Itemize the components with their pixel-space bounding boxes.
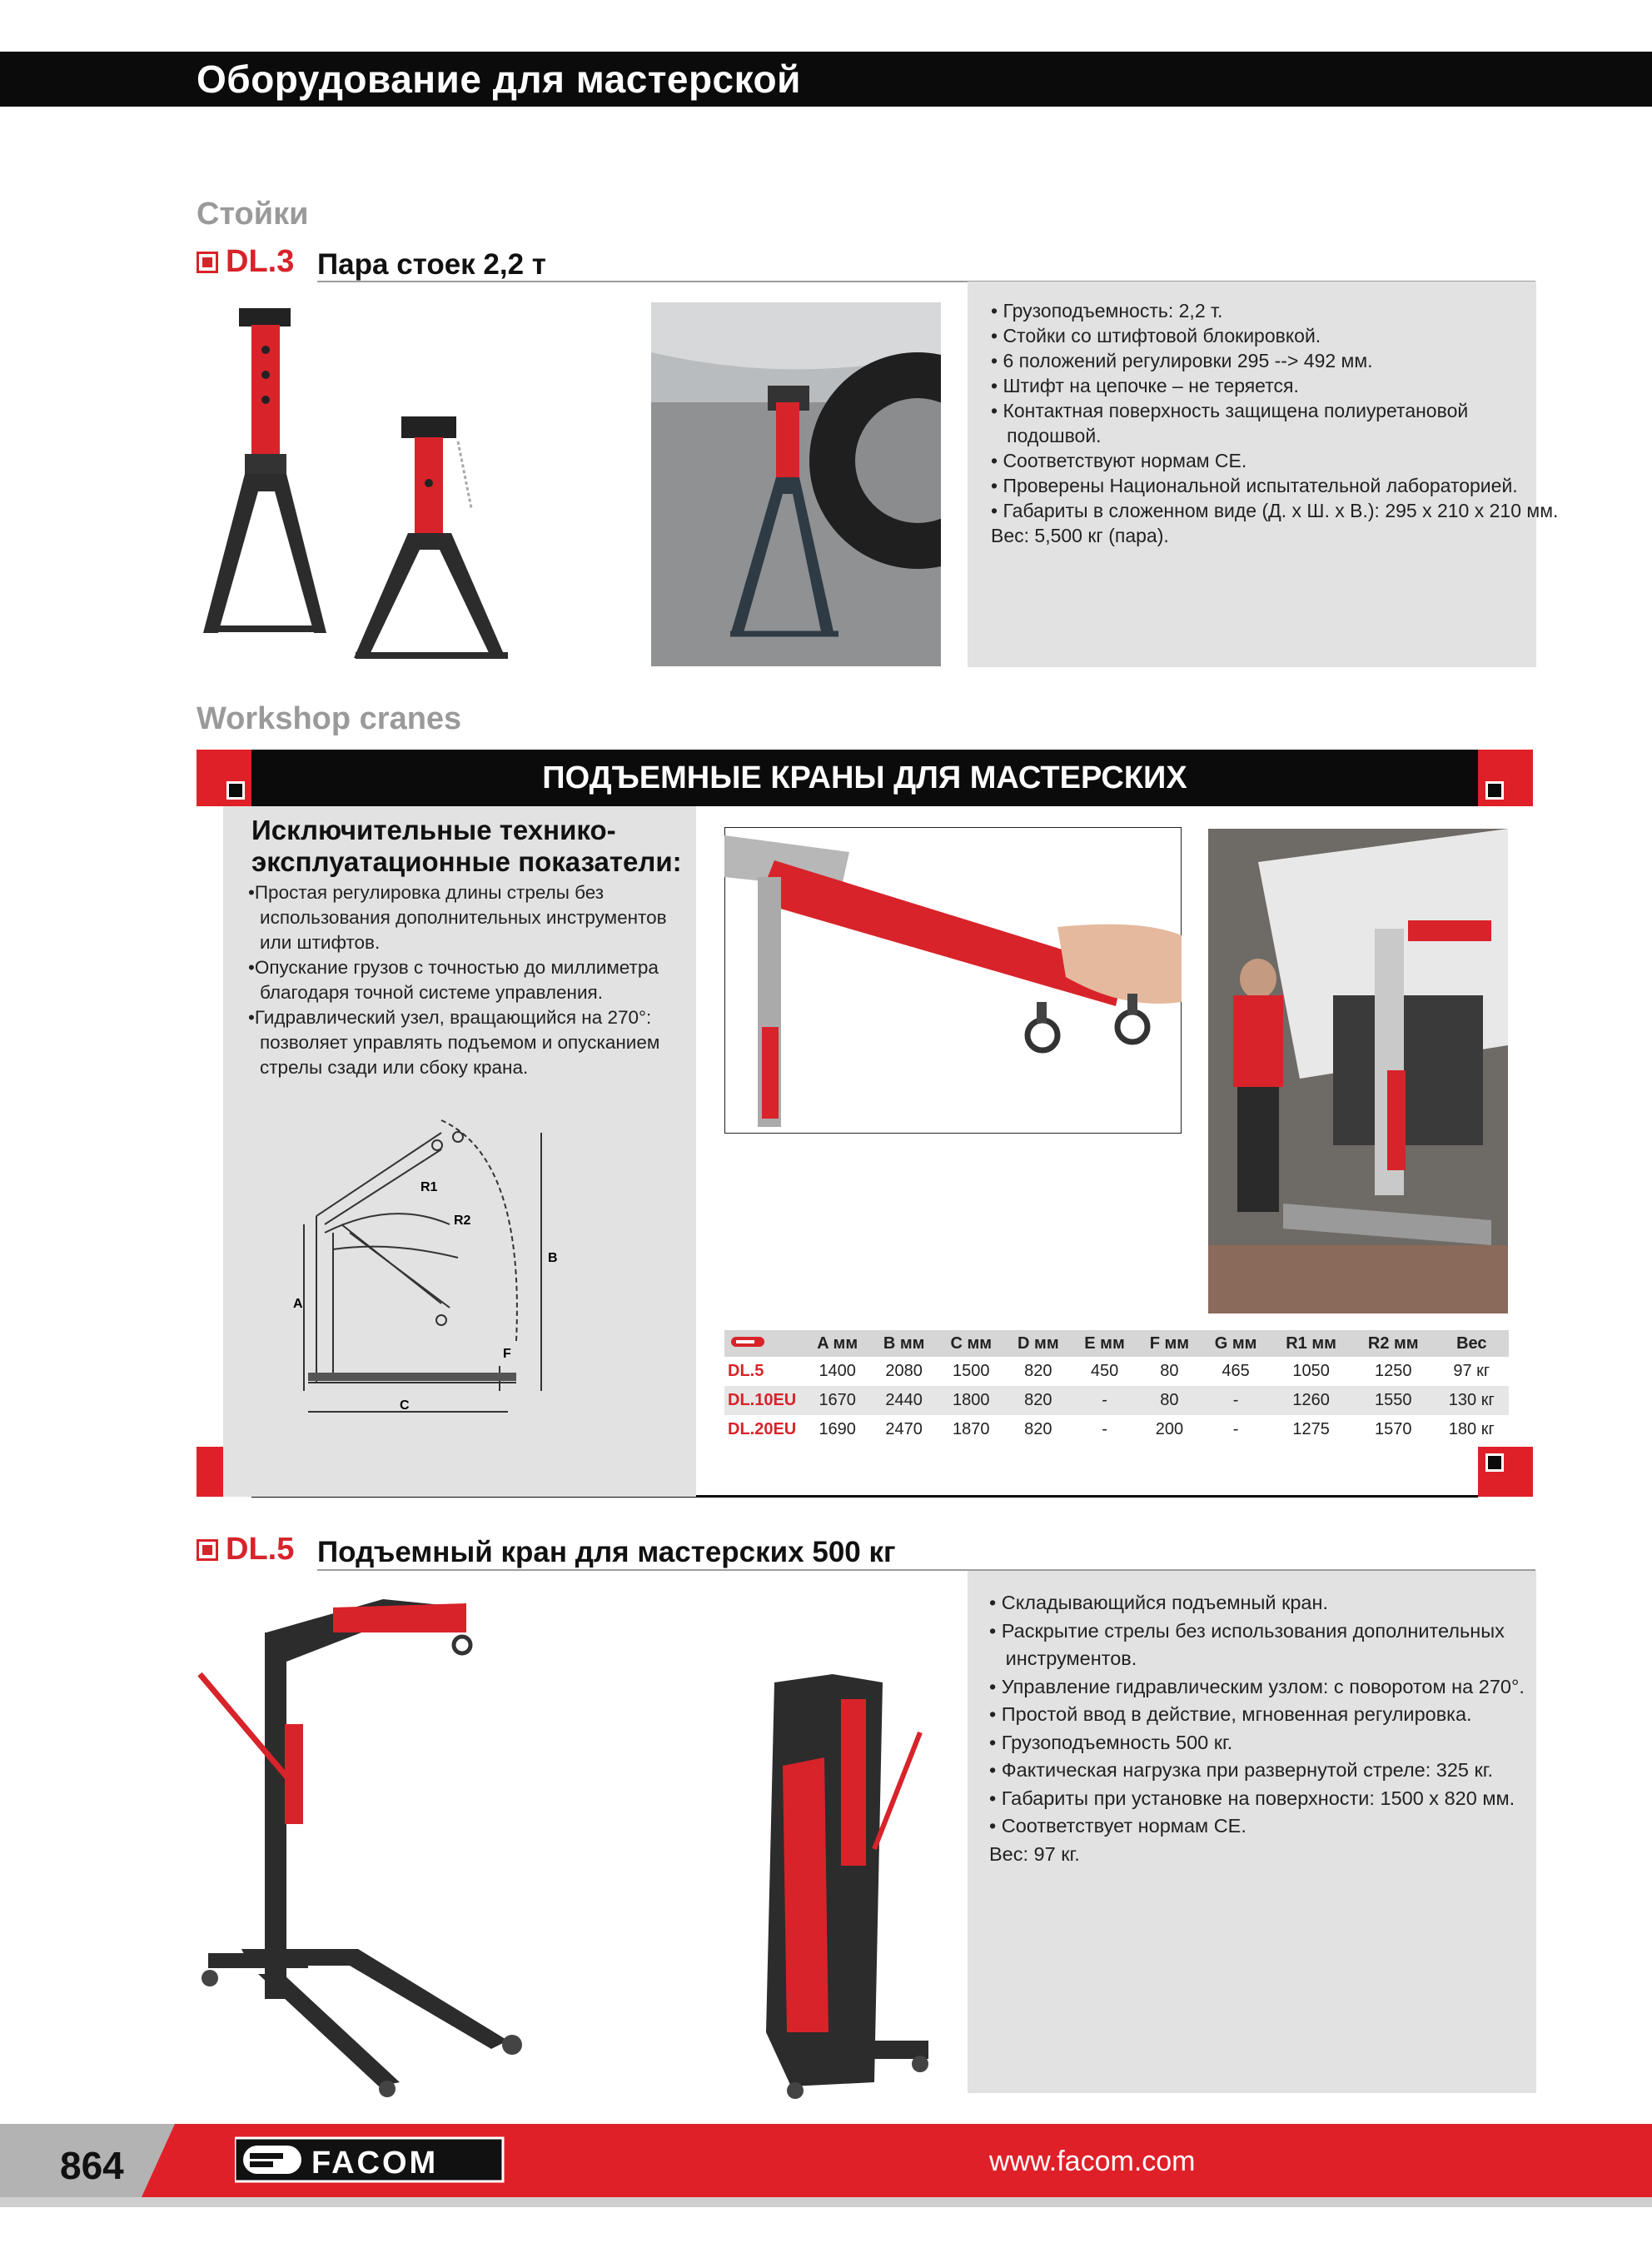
table-cell: 2470 xyxy=(885,1420,923,1438)
crane-boom-photo xyxy=(724,827,1182,1134)
table-cell: 1690 xyxy=(819,1420,856,1438)
product-code: DL.5 xyxy=(226,1532,295,1567)
table-cell: - xyxy=(1102,1420,1107,1438)
footer-underline xyxy=(0,2197,1652,2207)
table-row xyxy=(724,1386,1509,1415)
facom-logo xyxy=(235,2136,510,2186)
table-cell: 450 xyxy=(1090,1362,1119,1380)
product-title: Пара стоек 2,2 т xyxy=(317,248,546,281)
feature-item: • 6 положений регулировки 295 --> 492 мм. xyxy=(991,350,1373,371)
feature-item: • Простой ввод в действие, мгновенная регулировка. xyxy=(989,1703,1472,1725)
table-cell-code: DL.20EU xyxy=(728,1420,797,1438)
table-cell-code: DL.10EU xyxy=(724,1386,804,1415)
feature-item: • Фактическая нагрузка при развернутой стреле: 325 кг. xyxy=(989,1759,1494,1781)
table-cell: 1670 xyxy=(804,1386,870,1415)
table-cell: 1050 xyxy=(1292,1362,1330,1380)
jack-stand-in-use-photo xyxy=(651,302,941,666)
crane-features-heading: Исключительные технико-эксплуатационные показатели: xyxy=(251,815,682,877)
table-cell: 80 xyxy=(1160,1362,1179,1380)
brand-name: FACOM xyxy=(311,2146,439,2181)
table-cell: 1550 xyxy=(1352,1386,1435,1415)
table-cell: - xyxy=(1232,1420,1239,1438)
feature-item: • Управление гидравлическим узлом: с поворотом на 270°. xyxy=(989,1675,1525,1697)
table-cell: 1275 xyxy=(1292,1420,1330,1438)
feature-item: • Габариты при установке на поверхности: 1500 x 820 мм. xyxy=(989,1787,1515,1809)
table-cell: 1570 xyxy=(1375,1420,1412,1438)
product-marker-icon xyxy=(197,1539,218,1561)
crane-spec-table xyxy=(724,1330,1509,1444)
table-cell: 1800 xyxy=(938,1386,1005,1415)
corner-decoration xyxy=(197,750,251,806)
crane-workshop-photo xyxy=(1208,829,1508,1313)
feature-item: • Соответствует нормам CE. xyxy=(989,1815,1246,1837)
table-cell: 1260 xyxy=(1270,1386,1352,1415)
page-number: 864 xyxy=(60,2144,124,2187)
facom-mini-logo-icon xyxy=(731,1335,764,1348)
feature-item: • Контактная поверхность защищена полиуретановой xyxy=(991,400,1469,421)
feature-item: • Проверены Национальной испытательной лабораторией. xyxy=(991,475,1518,496)
dim-label: C xyxy=(400,1398,410,1413)
feature-item: •Простая регулировка длины стрелы без использования дополнительных инструментов или штифтов. xyxy=(248,882,667,953)
crane-dimension-diagram xyxy=(275,1108,591,1424)
weight-text: Вес: 5,500 кг (пара). xyxy=(991,525,1169,546)
section-title-cranes: Workshop cranes xyxy=(197,701,462,736)
feature-item: •Гидравлический узел, вращающийся на 270°: позволяет управлять подъемом и опусканием стрелы сзади или сбоку крана. xyxy=(248,1007,660,1078)
feature-item: • Складывающийся подъемный кран. xyxy=(989,1592,1329,1613)
crane-deployed-image xyxy=(192,1583,575,2099)
table-header: C мм xyxy=(938,1330,1005,1357)
crane500-feature-list xyxy=(989,1589,1525,1868)
table-header: R1 мм xyxy=(1270,1330,1352,1357)
table-header-row xyxy=(724,1330,1509,1357)
page-title: Оборудование для мастерской xyxy=(197,57,801,101)
table-cell: 200 xyxy=(1155,1420,1184,1438)
feature-item: подошвой. xyxy=(991,425,1102,446)
table-cell: - xyxy=(1202,1386,1270,1415)
table-row xyxy=(724,1357,1509,1386)
table-header: E мм xyxy=(1072,1330,1137,1357)
corner-decoration xyxy=(1478,750,1533,806)
feature-item: • Грузоподъемность: 2,2 т. xyxy=(991,300,1223,321)
table-cell: 1250 xyxy=(1375,1362,1412,1380)
table-cell: 1870 xyxy=(953,1420,990,1438)
table-header: F мм xyxy=(1137,1330,1202,1357)
product-marker-icon xyxy=(197,252,218,273)
crane-feature-list xyxy=(248,880,681,1080)
dim-label: R2 xyxy=(454,1214,471,1228)
table-header: B мм xyxy=(870,1330,938,1357)
table-cell: 130 кг xyxy=(1435,1386,1509,1415)
table-cell: 2440 xyxy=(870,1386,938,1415)
crane-folded-image xyxy=(749,1666,949,2107)
stands-feature-list xyxy=(991,298,1558,548)
table-cell: 1500 xyxy=(953,1362,990,1380)
dim-label: R1 xyxy=(420,1180,438,1194)
product-title: Подъемный кран для мастерских 500 кг xyxy=(317,1536,896,1568)
table-cell-code: DL.5 xyxy=(728,1362,764,1380)
feature-item: • Стойки со штифтовой блокировкой. xyxy=(991,325,1321,346)
dim-label: A xyxy=(293,1297,303,1311)
feature-item: инструментов. xyxy=(989,1647,1137,1669)
jack-stands-image xyxy=(193,300,526,666)
table-cell: 820 xyxy=(1005,1386,1072,1415)
table-cell: 97 кг xyxy=(1453,1362,1490,1380)
feature-item: • Грузоподъемность 500 кг. xyxy=(989,1731,1233,1753)
table-row xyxy=(724,1415,1509,1444)
feature-item: • Габариты в сложенном виде (Д. x Ш. x В.): 295 x 210 x 210 мм. xyxy=(991,500,1559,521)
feature-item: • Раскрытие стрелы без использования дополнительных xyxy=(989,1619,1505,1642)
corner-decoration xyxy=(1478,1447,1533,1497)
feature-item: • Штифт на цепочке – не теряется. xyxy=(991,375,1299,396)
table-header: Вес xyxy=(1435,1330,1509,1357)
weight-text: Вес: 97 кг. xyxy=(989,1842,1080,1865)
table-cell: 820 xyxy=(1024,1420,1052,1438)
table-header: A мм xyxy=(804,1330,870,1357)
table-cell: 1400 xyxy=(819,1362,856,1380)
table-cell: - xyxy=(1072,1386,1137,1415)
table-cell: 2080 xyxy=(885,1362,923,1380)
table-header: R2 мм xyxy=(1352,1330,1435,1357)
feature-item: •Опускание грузов с точностью до миллиметра благодаря точной системе управления. xyxy=(248,957,659,1003)
table-header: D мм xyxy=(1005,1330,1072,1357)
section-title-stands: Стойки xyxy=(197,197,309,232)
feature-item: • Соответствуют нормам CE. xyxy=(991,450,1247,471)
dim-label: B xyxy=(548,1251,558,1265)
table-header: G мм xyxy=(1202,1330,1270,1357)
website-url: www.facom.com xyxy=(989,2146,1196,2177)
table-cell: 80 xyxy=(1137,1386,1202,1415)
dim-label: F xyxy=(503,1347,511,1361)
cranes-band-title: ПОДЪЕМНЫЕ КРАНЫ ДЛЯ МАСТЕРСКИХ xyxy=(542,760,1187,795)
table-cell: 465 xyxy=(1222,1362,1250,1380)
table-cell: 180 кг xyxy=(1448,1420,1495,1438)
product-code: DL.3 xyxy=(226,244,295,279)
facom-logo-icon xyxy=(724,1330,804,1357)
table-cell: 820 xyxy=(1024,1362,1052,1380)
